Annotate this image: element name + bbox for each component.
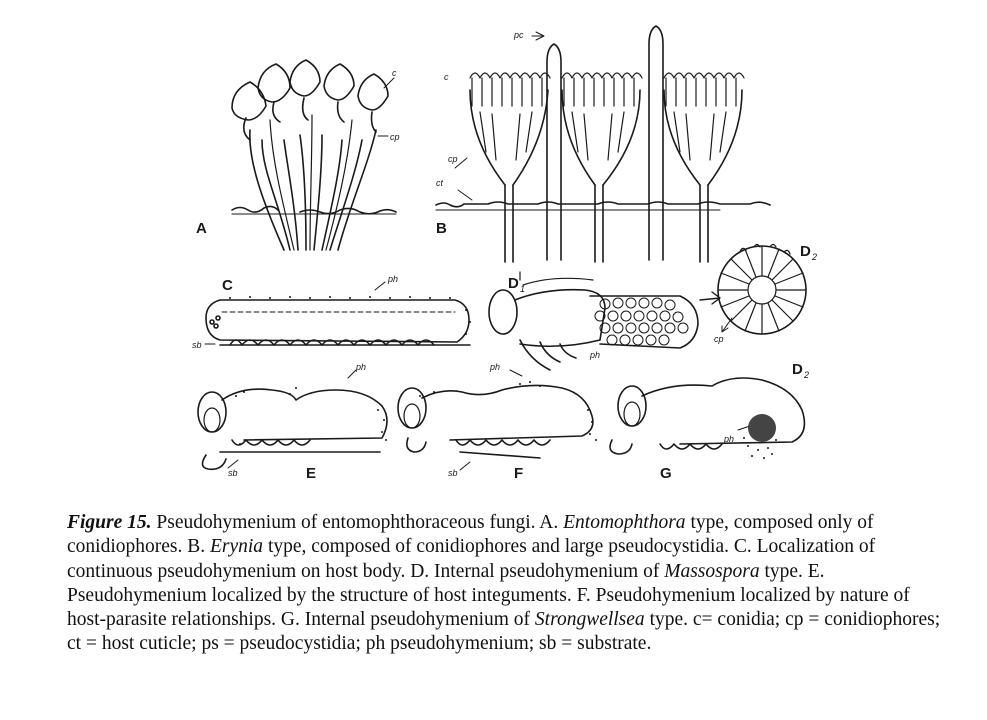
panel-label-d1: D <box>508 275 519 292</box>
panel-d1-spores <box>595 298 688 345</box>
panel-b-drawing <box>436 26 770 262</box>
annotation-cp-b: cp <box>448 154 458 164</box>
annotation-c-a: c <box>392 68 397 78</box>
annotation-pc-b: pc <box>514 30 524 40</box>
figure-number: Figure 15. <box>67 512 152 533</box>
caption-text-1: Pseudohymenium of entomophthoraceous fungi. A. <box>151 512 564 533</box>
annotation-sb-f: sb <box>448 468 458 478</box>
panel-label-d2-top-sub: 2 <box>812 252 818 262</box>
figure-caption <box>67 511 947 657</box>
panel-f-drawing <box>398 370 593 470</box>
panel-c-stipple <box>229 296 471 335</box>
caption-text-2: type, composed only of conidiophores. B. <box>67 512 874 558</box>
panel-label-f: F <box>514 465 524 482</box>
panel-ef-stipple <box>235 381 597 445</box>
panel-label-d1-sub: 1 <box>520 284 526 294</box>
annotation-c-b: c <box>444 72 449 82</box>
panel-label-d2-top: D <box>800 243 811 260</box>
panel-g-stipple <box>743 414 777 459</box>
annotation-ph-f: ph <box>490 362 501 372</box>
annotation-sb-e: sb <box>228 468 238 478</box>
panel-label-b: B <box>436 220 447 237</box>
annotation-sb-c: sb <box>192 340 202 350</box>
caption-genus-massospora: Massospora <box>664 560 760 582</box>
caption-genus-erynia: Erynia <box>209 536 264 558</box>
panel-d2-drawing <box>718 245 806 335</box>
annotation-labels <box>192 30 734 478</box>
annotation-ph-d: ph <box>590 350 601 360</box>
annotation-ph-g: ph <box>724 434 735 444</box>
panel-label-c: C <box>222 277 233 294</box>
annotation-cp-a: cp <box>390 132 400 142</box>
panel-label-e: E <box>306 465 317 482</box>
annotation-ph-e: ph <box>356 362 367 372</box>
caption-text-5: type. c= conidia; cp = conidiophores; ct = host cuticle; ps = pseudocystidia; ph pseudohymenium; sb = substrate. <box>67 609 941 655</box>
panel-g-drawing <box>610 378 804 454</box>
panel-label-d2-bottom: D <box>792 361 803 378</box>
caption-genus-strongwellsea: Strongwellsea <box>534 609 645 631</box>
panel-e-drawing <box>198 370 387 469</box>
caption-genus-entomophthora: Entomophthora <box>563 512 686 533</box>
caption-text-3: type, composed of conidiophores and large pseudocystidia. C. Localization of continuous pseudohymenium on host body. D. Internal pseudohymenium of <box>67 536 876 582</box>
panel-c-drawing <box>205 282 470 345</box>
panel-label-a: A <box>196 220 207 237</box>
annotation-cp-d: cp <box>714 334 724 344</box>
annotation-ph-c: ph <box>388 274 399 284</box>
panel-label-d2-bottom-sub: 2 <box>804 370 810 380</box>
caption-text-4: type. E. Pseudohymenium localized by the structure of host integuments. F. Pseudohymenium localized by nature of host-parasite relationships. G. Internal pseudohymenium of <box>67 560 910 631</box>
panel-label-g: G <box>660 465 672 482</box>
annotation-ct: ct <box>436 178 444 188</box>
panel-a-drawing <box>232 60 396 250</box>
